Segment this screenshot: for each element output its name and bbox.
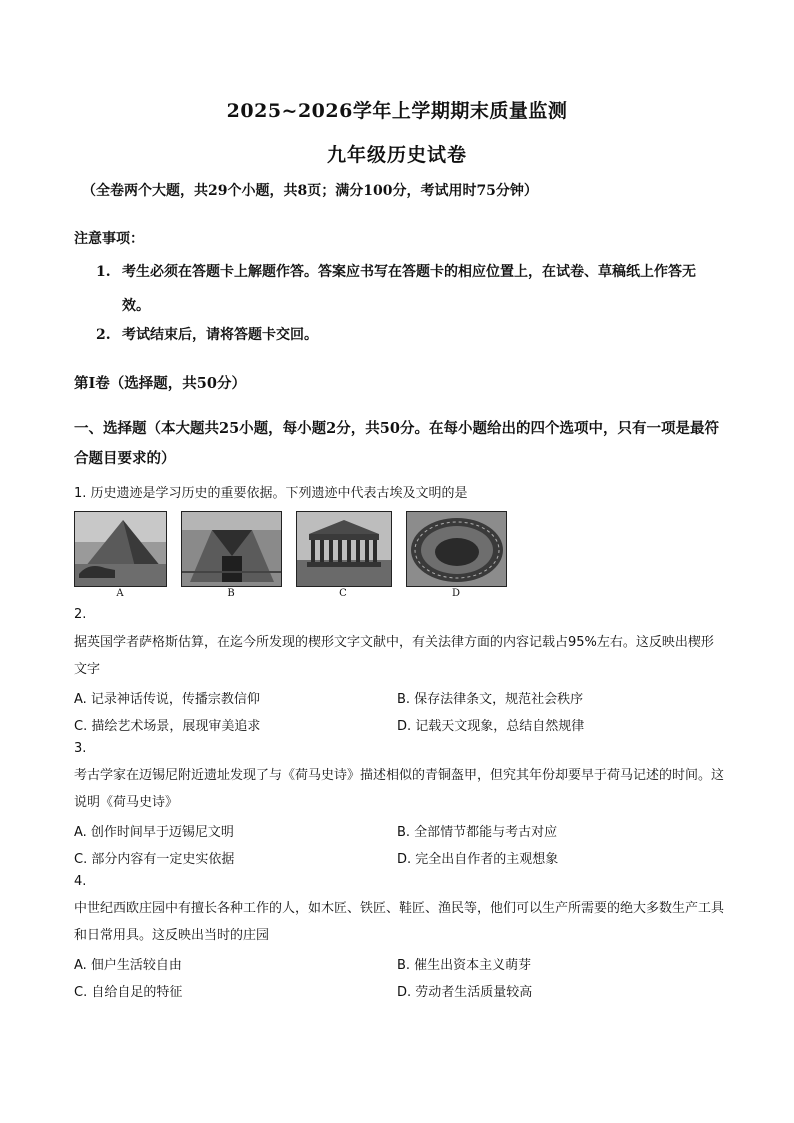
mastaba-ruins-photo: [181, 511, 282, 587]
question-3-option-d: D. 完全出自作者的主观想象: [397, 852, 559, 867]
image-label-c: C: [339, 588, 347, 599]
question-2-option-d: D. 记载天文现象，总结自然规律: [397, 719, 585, 734]
notes-heading: 注意事项：: [74, 231, 144, 247]
colosseum-photo: [406, 511, 507, 587]
question-1-stem: 1. 历史遗迹是学习历史的重要依据。下列遗迹中代表古埃及文明的是: [74, 486, 468, 501]
question-4-number: 4.: [74, 874, 87, 889]
question-4-stem: 中世纪西欧庄园中有擅长各种工作的人，如木匠、铁匠、鞋匠、渔民等，他们可以生产所需要的绝大多数生产工具和日常用具。这反映出当时的庄园: [74, 901, 725, 943]
note-number: 1.: [96, 264, 111, 280]
section-heading: 一、选择题（本大题共25小题，每小题2分，共50分。在每小题给出的四个选项中，只有一项是最符合题目要求的）: [74, 420, 719, 467]
question-2-stem: 据英国学者萨格斯估算，在迄今所发现的楔形文字文献中，有关法律方面的内容记载占95%左右。这反映出楔形文字: [74, 635, 714, 677]
parthenon-photo: [296, 511, 392, 587]
exam-subject: 九年级历史试卷: [326, 144, 467, 166]
question-3-number: 3.: [74, 741, 87, 756]
note-item: [96, 318, 726, 352]
question-2-number: 2.: [74, 607, 87, 622]
question-2-option-a: A. 记录神话传说，传播宗教信仰: [74, 692, 260, 707]
question-4-option-c: C. 自给自足的特征: [74, 985, 183, 1000]
question-3-option-a: A. 创作时间早于迈锡尼文明: [74, 825, 234, 840]
question-4-option-d: D. 劳动者生活质量较高: [397, 985, 533, 1000]
part-heading: 第Ⅰ卷（选择题，共50分）: [74, 375, 246, 392]
question-4-option-a: A. 佃户生活较自由: [74, 958, 182, 973]
pyramid-sphinx-photo: [74, 511, 167, 587]
note-text: 考试结束后，请将答题卡交回。: [122, 327, 318, 343]
question-2-option-c: C. 描绘艺术场景，展现审美追求: [74, 719, 261, 734]
question-3-stem: 考古学家在迈锡尼附近遗址发现了与《荷马史诗》描述相似的青铜盔甲，但究其年份却要早于荷马记述的时间。这说明《荷马史诗》: [74, 768, 725, 810]
image-label-b: B: [227, 588, 235, 599]
image-label-d: D: [451, 588, 461, 599]
question-3-option-c: C. 部分内容有一定史实依据: [74, 852, 235, 867]
question-4-option-b: B. 催生出资本主义萌芽: [397, 958, 532, 973]
image-label-a: A: [116, 588, 124, 599]
note-number: 2.: [96, 327, 111, 343]
exam-title: 2025~2026学年上学期期末质量监测: [226, 100, 568, 122]
note-item: [96, 255, 726, 323]
exam-info: （全卷两个大题，共29个小题，共8页；满分100分，考试用时75分钟）: [82, 183, 538, 199]
question-2-option-b: B. 保存法律条文，规范社会秩序: [397, 692, 584, 707]
question-3-option-b: B. 全部情节都能与考古对应: [397, 825, 558, 840]
note-text: 考生必须在答题卡上解题作答。答案应书写在答题卡的相应位置上，在试卷、草稿纸上作答无效。: [122, 264, 696, 314]
